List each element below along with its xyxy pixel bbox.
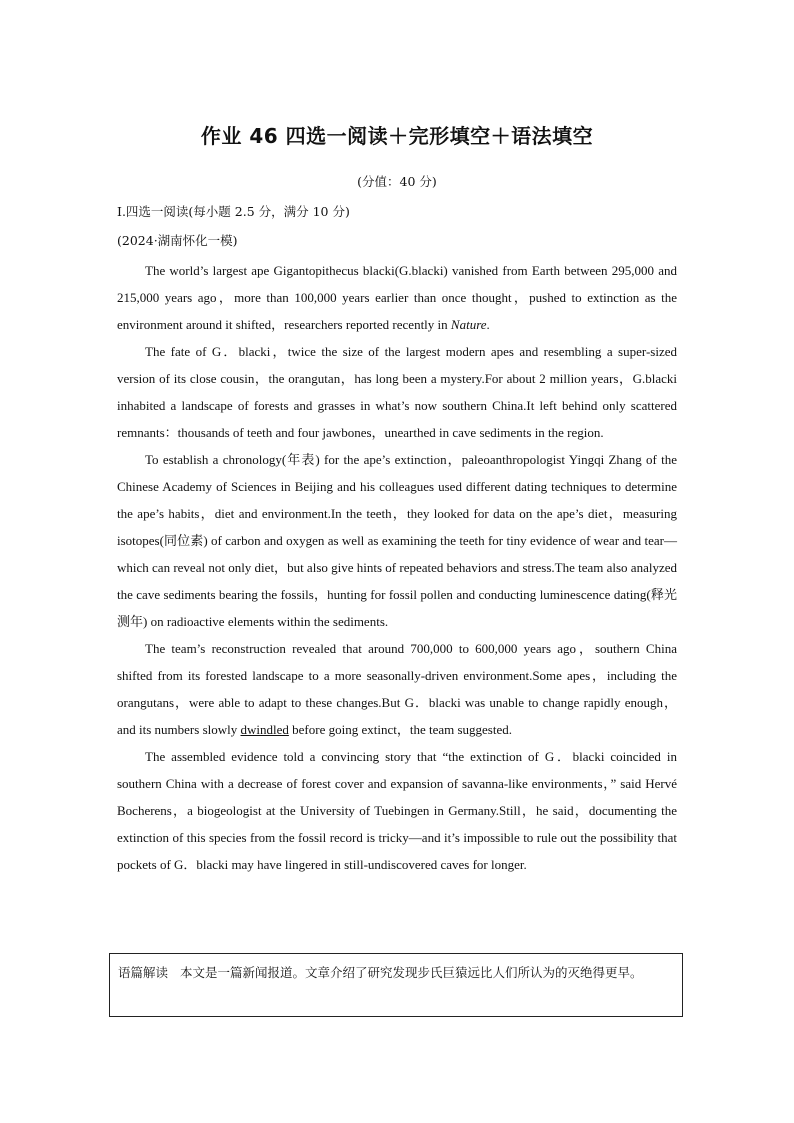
paragraph-4: [117, 635, 677, 743]
paragraph-1: [117, 257, 677, 338]
underlined-word: dwindled: [240, 722, 289, 737]
paragraph-2: The fate of G．blacki，twice the size of the largest modern apes and resembling a super-sized version of its close cousin，the orangutan，has long been a mystery.For about 2 million years，G.blacki inhabited a landscape of forests and grasses in what’s now southern China.It left behind only scattered remnants：thousands of teeth and four jawbones，unearthed in cave sediments in the region.: [117, 344, 677, 440]
journal-name: Nature: [450, 317, 487, 332]
source-note: (2024·湖南怀化一模): [117, 233, 238, 248]
note-text: 本文是一篇新闻报道。文章介绍了研究发现步氏巨猿远比人们所认为的灭绝得更早。: [180, 965, 643, 980]
reading-passage: [117, 257, 677, 878]
paragraph-4-text: The team’s reconstruction revealed that around 700,000 to 600,000 years ago，southern China shifted from its forested landscape to a more seasonally-driven environment.Some apes，including the orangutans，were able to adapt to these changes.But G．blacki was unable to change rapidly enough，and its numbers slowly: [117, 641, 677, 737]
paragraph-5: The assembled evidence told a convincing story that “the extinction of G．blacki coincided in southern China with a decrease of forest cover and expansion of savanna-like environments，” said Hervé Bocherens，a biogeologist at the University of Tuebingen in Germany.Still，he said，documenting the extinction of this species from the fossil record is tricky—and it’s impossible to rule out the possibility that pockets of G．blacki may have lingered in still-undiscovered caves for longer.: [117, 749, 677, 872]
paragraph-1-text: The world’s largest ape Gigantopithecus blacki(G.blacki) vanished from Earth between 295,000 and 215,000 years ago，more than 100,000 years earlier than once thought，pushed to extinction as the environment around it shifted，researchers reported recently in: [117, 263, 677, 332]
discourse-analysis-box: [109, 953, 683, 1017]
score-note: (分值：40 分): [357, 174, 437, 189]
paragraph-1-end: .: [486, 317, 490, 332]
section-heading: Ⅰ.四选一阅读(每小题 2.5 分，满分 10 分): [117, 204, 350, 219]
paragraph-3: To establish a chronology(年表) for the ape’s extinction，paleoanthropologist Yingqi Zhang of the Chinese Academy of Sciences in Beijing and his colleagues used different dating techniques to determine the ape’s habits，diet and environment.In the teeth，they looked for data on the ape’s diet，measuring isotopes(同位素) of carbon and oxygen as well as examining the teeth for tiny evidence of wear and tear—which can reveal not only diet，but also give hints of repeated behaviors and stress.The team also analyzed the cave sediments bearing the fossils，hunting for fossil pollen and conducting luminescence dating(释光测年) on radioactive elements within the sediments.: [117, 452, 677, 629]
page-title: 作业 46 四选一阅读＋完形填空＋语法填空: [200, 124, 594, 148]
note-label: 语篇解读: [118, 965, 169, 980]
paragraph-4-end: before going extinct，the team suggested.: [288, 722, 512, 737]
